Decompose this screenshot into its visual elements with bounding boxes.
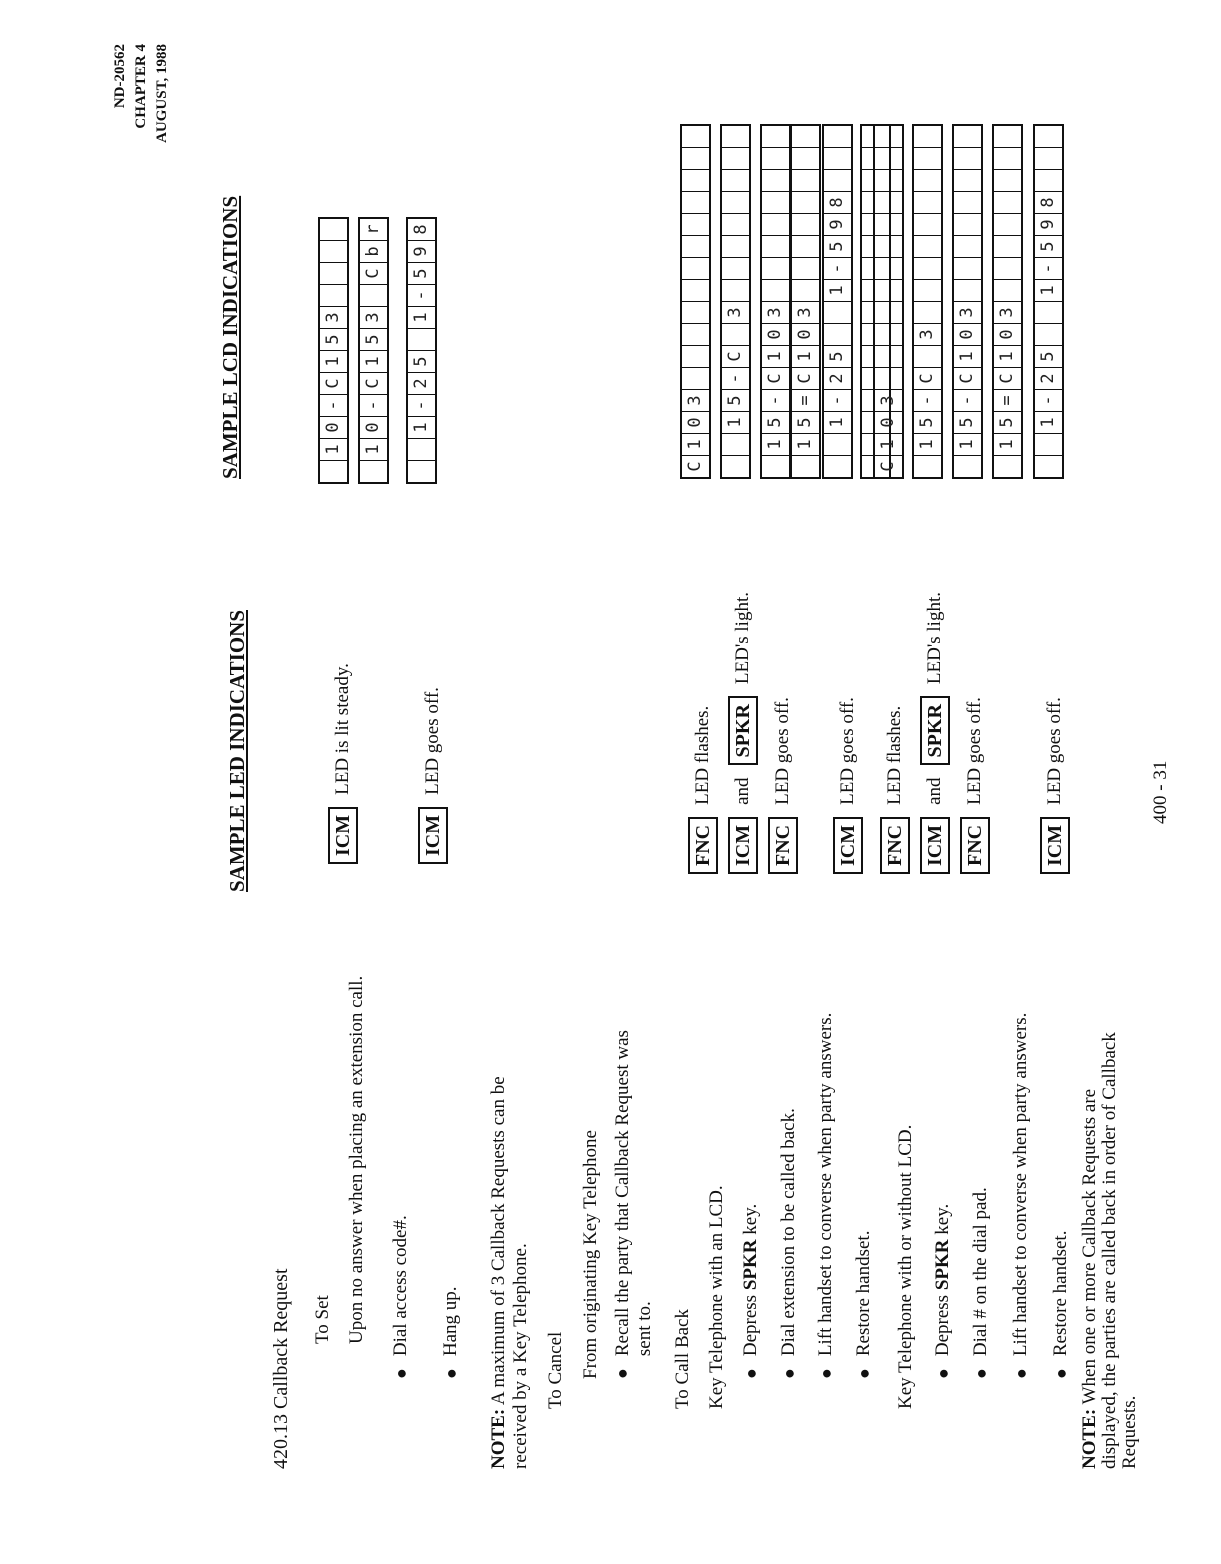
lcd-cell bbox=[762, 257, 789, 279]
lcd-cell: 0 bbox=[682, 411, 709, 433]
lcd-cell: 8 bbox=[1035, 191, 1062, 213]
lcd-cell bbox=[954, 279, 981, 301]
cancel-from: From originating Key Telephone bbox=[580, 1130, 601, 1379]
lcd-display-cb-11 bbox=[1033, 124, 1064, 479]
led-cb-7: FNC LED goes off. bbox=[960, 697, 990, 874]
lcd-cell bbox=[994, 455, 1021, 477]
lcd-cell: C bbox=[954, 367, 981, 389]
lcd-display-cb-9 bbox=[952, 124, 983, 479]
lcd-cell: - bbox=[954, 389, 981, 411]
cb2-step-lift: ● Lift handset to converse when party answers. bbox=[1010, 1012, 1031, 1379]
fnc-key: FNC bbox=[960, 817, 990, 874]
note-capacity: NOTE: A maximum of 3 Callback Requests can be received by a Key Telephone. bbox=[488, 1076, 531, 1469]
lcd-heading: SAMPLE LCD INDICATIONS bbox=[218, 195, 242, 479]
date-label: AUGUST, 1988 bbox=[154, 44, 170, 143]
lcd-cell bbox=[994, 126, 1021, 147]
lcd-cell: 1 bbox=[914, 433, 941, 455]
lcd-cell: - bbox=[408, 394, 435, 416]
lcd-cell: C bbox=[994, 367, 1021, 389]
lcd-cell: 2 bbox=[824, 367, 851, 389]
lcd-cell: - bbox=[762, 389, 789, 411]
lcd-display-cb-4 bbox=[790, 124, 821, 479]
lcd-cell bbox=[792, 169, 819, 191]
page-number: 400 - 31 bbox=[1150, 760, 1171, 824]
led-cb-3: FNC LED goes off. bbox=[768, 697, 798, 874]
lcd-cell bbox=[1035, 147, 1062, 169]
icm-key: ICM bbox=[728, 817, 758, 874]
lcd-cell: 1 bbox=[792, 345, 819, 367]
fnc-key: FNC bbox=[768, 817, 798, 874]
lcd-cell: 1 bbox=[824, 411, 851, 433]
lcd-cell bbox=[994, 169, 1021, 191]
cb-step-lift: ● Lift handset to converse when party answers. bbox=[815, 1012, 836, 1379]
lcd-cell: 1 bbox=[408, 416, 435, 438]
bullet-icon: ● bbox=[815, 1368, 836, 1379]
lcd-cell bbox=[360, 460, 387, 482]
lcd-cell bbox=[792, 279, 819, 301]
lcd-cell: 3 bbox=[722, 301, 749, 323]
bullet-icon: ● bbox=[1050, 1368, 1071, 1379]
lcd-cell bbox=[762, 147, 789, 169]
lcd-cell bbox=[682, 257, 709, 279]
icm-key: ICM bbox=[418, 807, 448, 864]
lcd-cell: 1 bbox=[408, 306, 435, 328]
lcd-cell: 3 bbox=[682, 389, 709, 411]
lcd-cell: - bbox=[408, 284, 435, 306]
lcd-cell: 5 bbox=[722, 389, 749, 411]
lcd-cell bbox=[792, 191, 819, 213]
lcd-cell: 3 bbox=[875, 389, 902, 411]
lcd-cell bbox=[792, 147, 819, 169]
lcd-cell bbox=[994, 213, 1021, 235]
lcd-cell: 1 bbox=[1035, 279, 1062, 301]
lcd-cell bbox=[875, 169, 902, 191]
lcd-cell: 1 bbox=[824, 279, 851, 301]
lcd-cell bbox=[875, 257, 902, 279]
bullet-icon: ● bbox=[932, 1368, 953, 1379]
section-title: 420.13 Callback Request bbox=[270, 1268, 292, 1469]
lcd-cell bbox=[875, 147, 902, 169]
lcd-cell: 1 bbox=[954, 345, 981, 367]
spkr-key: SPKR bbox=[728, 696, 758, 765]
lcd-cell: 1 bbox=[320, 350, 347, 372]
lcd-cell bbox=[914, 147, 941, 169]
lcd-cell bbox=[954, 191, 981, 213]
lcd-cell: 3 bbox=[360, 306, 387, 328]
led-cb-5: FNC LED flashes. bbox=[880, 706, 910, 874]
lcd-cell: 1 bbox=[792, 433, 819, 455]
icm-key: ICM bbox=[920, 817, 950, 874]
lcd-cell: 5 bbox=[824, 345, 851, 367]
lcd-cell: - bbox=[360, 394, 387, 416]
lcd-cell bbox=[954, 257, 981, 279]
lcd-cell bbox=[722, 257, 749, 279]
lcd-cell: - bbox=[1035, 389, 1062, 411]
lcd-cell bbox=[954, 147, 981, 169]
lcd-cell bbox=[824, 169, 851, 191]
lcd-cell: C bbox=[360, 262, 387, 284]
lcd-cell bbox=[792, 213, 819, 235]
led-cb-8: ICM LED goes off. bbox=[1040, 697, 1070, 874]
lcd-cell: 9 bbox=[408, 240, 435, 262]
lcd-cell bbox=[914, 279, 941, 301]
lcd-cell: 1 bbox=[360, 438, 387, 460]
lcd-cell: 0 bbox=[762, 323, 789, 345]
lcd-cell bbox=[914, 126, 941, 147]
lcd-cell bbox=[408, 460, 435, 482]
lcd-cell bbox=[1035, 455, 1062, 477]
lcd-cell: 1 bbox=[722, 411, 749, 433]
lcd-cell bbox=[824, 433, 851, 455]
lcd-cell: = bbox=[994, 389, 1021, 411]
lcd-cell bbox=[1035, 126, 1062, 147]
lcd-cell bbox=[792, 257, 819, 279]
lcd-cell bbox=[914, 191, 941, 213]
lcd-cell bbox=[722, 147, 749, 169]
spkr-key: SPKR bbox=[920, 696, 950, 765]
lcd-cell: 1 bbox=[1035, 411, 1062, 433]
lcd-cell: 0 bbox=[792, 323, 819, 345]
lcd-cell bbox=[408, 438, 435, 460]
step-hang-up: ● Hang up. bbox=[440, 1286, 461, 1379]
lcd-cell: - bbox=[914, 389, 941, 411]
lcd-cell bbox=[875, 345, 902, 367]
lcd-cell bbox=[762, 279, 789, 301]
lcd-cell bbox=[320, 460, 347, 482]
lcd-cell: 3 bbox=[762, 301, 789, 323]
to-set-heading: To Set bbox=[312, 1295, 333, 1344]
lcd-cell: = bbox=[792, 389, 819, 411]
bullet-icon: ● bbox=[390, 1368, 411, 1379]
doc-number: ND-20562 bbox=[112, 44, 128, 109]
cb2-step-dial-hash: ● Dial # on the dial pad. bbox=[970, 1187, 991, 1379]
lcd-cell bbox=[722, 213, 749, 235]
lcd-display-cb-8 bbox=[912, 124, 943, 479]
lcd-cell bbox=[762, 235, 789, 257]
to-set-condition: Upon no answer when placing an extension call. bbox=[346, 975, 367, 1344]
lcd-cell: 1 bbox=[875, 433, 902, 455]
lcd-cell bbox=[1035, 169, 1062, 191]
led-cb-6: ICM and SPKR LED's light. bbox=[920, 592, 950, 874]
lcd-cell: 3 bbox=[954, 301, 981, 323]
lcd-cell: C bbox=[320, 372, 347, 394]
lcd-display-set-1 bbox=[318, 217, 349, 484]
lcd-cell bbox=[792, 235, 819, 257]
lcd-cell: 1 bbox=[762, 433, 789, 455]
step-recall: ● Recall the party that Callback Request was sent to. bbox=[612, 1030, 655, 1379]
lcd-cell: C bbox=[914, 367, 941, 389]
led-cb-1: FNC LED flashes. bbox=[688, 706, 718, 874]
lcd-cell: 5 bbox=[914, 411, 941, 433]
lcd-cell bbox=[914, 301, 941, 323]
cb-step-dial-ext: ● Dial extension to be called back. bbox=[778, 1108, 799, 1379]
lcd-cell: 5 bbox=[1035, 345, 1062, 367]
group2-title: Key Telephone with or without LCD. bbox=[895, 1124, 916, 1409]
bullet-icon: ● bbox=[612, 1368, 632, 1379]
lcd-cell: 8 bbox=[824, 191, 851, 213]
lcd-cell: 3 bbox=[914, 323, 941, 345]
lcd-cell bbox=[954, 213, 981, 235]
bullet-icon: ● bbox=[853, 1368, 874, 1379]
lcd-cell: 8 bbox=[411, 224, 431, 235]
led-cb-2: ICM and SPKR LED's light. bbox=[728, 592, 758, 874]
bullet-icon: ● bbox=[1010, 1368, 1031, 1379]
step-dial-access: ● Dial access code#. bbox=[390, 1215, 411, 1379]
lcd-cell bbox=[875, 301, 902, 323]
lcd-cell bbox=[722, 455, 749, 477]
lcd-cell bbox=[824, 126, 851, 147]
lcd-cell bbox=[954, 455, 981, 477]
lcd-cell bbox=[682, 301, 709, 323]
lcd-cell bbox=[875, 367, 902, 389]
lcd-cell bbox=[994, 257, 1021, 279]
lcd-cell: 1 bbox=[682, 433, 709, 455]
lcd-cell bbox=[875, 235, 902, 257]
lcd-cell bbox=[914, 257, 941, 279]
lcd-cell bbox=[994, 147, 1021, 169]
lcd-cell: 1 bbox=[762, 345, 789, 367]
lcd-cell: 5 bbox=[824, 235, 851, 257]
lcd-cell: 5 bbox=[994, 411, 1021, 433]
lcd-cell bbox=[722, 235, 749, 257]
lcd-cell bbox=[682, 345, 709, 367]
lcd-cell bbox=[320, 240, 347, 262]
lcd-cell bbox=[994, 279, 1021, 301]
lcd-cell: 0 bbox=[875, 411, 902, 433]
lcd-cell bbox=[914, 235, 941, 257]
fnc-key: FNC bbox=[880, 817, 910, 874]
lcd-cell bbox=[682, 169, 709, 191]
lcd-cell bbox=[914, 213, 941, 235]
lcd-cell bbox=[762, 126, 789, 147]
lcd-cell bbox=[875, 126, 902, 147]
lcd-display-set-2 bbox=[358, 217, 389, 484]
icm-key: ICM bbox=[833, 817, 863, 874]
lcd-cell: 9 bbox=[824, 213, 851, 235]
lcd-cell bbox=[682, 323, 709, 345]
lcd-cell: C bbox=[682, 455, 709, 477]
lcd-display-cb-7 bbox=[873, 124, 904, 479]
lcd-cell bbox=[320, 262, 347, 284]
lcd-cell bbox=[1035, 323, 1062, 345]
lcd-cell: C bbox=[792, 367, 819, 389]
document-header bbox=[110, 44, 173, 244]
lcd-cell bbox=[762, 455, 789, 477]
lcd-cell bbox=[722, 433, 749, 455]
lcd-display-cb-1 bbox=[680, 124, 711, 479]
bullet-icon: ● bbox=[740, 1368, 761, 1379]
lcd-cell bbox=[914, 169, 941, 191]
lcd-cell bbox=[792, 455, 819, 477]
lcd-cell: 1 bbox=[954, 433, 981, 455]
lcd-cell bbox=[1035, 301, 1062, 323]
lcd-cell bbox=[408, 328, 435, 350]
lcd-cell: 1 bbox=[360, 350, 387, 372]
lcd-cell bbox=[682, 235, 709, 257]
lcd-cell: 3 bbox=[994, 301, 1021, 323]
lcd-cell bbox=[320, 219, 347, 240]
lcd-display-cb-5 bbox=[822, 124, 853, 479]
lcd-cell: 5 bbox=[360, 328, 387, 350]
lcd-cell bbox=[875, 213, 902, 235]
lcd-cell: - bbox=[722, 367, 749, 389]
lcd-cell: 5 bbox=[954, 411, 981, 433]
lcd-cell: 0 bbox=[954, 323, 981, 345]
lcd-cell bbox=[682, 126, 709, 147]
icm-key: ICM bbox=[1040, 817, 1070, 874]
lcd-cell bbox=[824, 323, 851, 345]
lcd-cell: C bbox=[875, 455, 902, 477]
lcd-cell bbox=[722, 323, 749, 345]
lcd-cell: 5 bbox=[320, 328, 347, 350]
lcd-cell bbox=[875, 323, 902, 345]
lcd-cell: 5 bbox=[792, 411, 819, 433]
lcd-cell: 0 bbox=[360, 416, 387, 438]
lcd-cell bbox=[875, 191, 902, 213]
lcd-cell bbox=[722, 191, 749, 213]
lcd-cell: - bbox=[824, 389, 851, 411]
lcd-cell bbox=[824, 147, 851, 169]
lcd-cell: 5 bbox=[408, 262, 435, 284]
lcd-cell: r bbox=[363, 224, 383, 235]
lcd-cell: 5 bbox=[762, 411, 789, 433]
lcd-cell: 5 bbox=[1035, 235, 1062, 257]
lcd-cell bbox=[762, 191, 789, 213]
lcd-cell bbox=[824, 455, 851, 477]
cb-step-restore: ● Restore handset. bbox=[853, 1230, 874, 1379]
note-callback-order: NOTE: When one or more Callback Requests are displayed, the parties are called back in order of Callback Requests. bbox=[1079, 1032, 1140, 1469]
lcd-cell bbox=[682, 279, 709, 301]
lcd-cell bbox=[875, 279, 902, 301]
lcd-cell: 1 bbox=[994, 433, 1021, 455]
cb2-step-depress: ● Depress SPKR key. bbox=[932, 1203, 953, 1379]
lcd-cell: 9 bbox=[1035, 213, 1062, 235]
lcd-cell: 2 bbox=[1035, 367, 1062, 389]
led-set-2: ICM LED goes off. bbox=[418, 687, 448, 864]
lcd-cell bbox=[360, 284, 387, 306]
lcd-cell bbox=[954, 126, 981, 147]
cb-step-depress: ● Depress SPKR key. bbox=[740, 1203, 761, 1379]
lcd-cell bbox=[914, 455, 941, 477]
led-cb-4: ICM LED goes off. bbox=[833, 697, 863, 874]
lcd-cell bbox=[914, 345, 941, 367]
lcd-cell bbox=[682, 147, 709, 169]
bullet-icon: ● bbox=[970, 1368, 991, 1379]
to-call-back-heading: To Call Back bbox=[672, 1309, 693, 1409]
led-set-1: ICM LED is lit steady. bbox=[328, 663, 358, 864]
lcd-cell bbox=[682, 367, 709, 389]
lcd-cell bbox=[792, 126, 819, 147]
lcd-cell: 0 bbox=[994, 323, 1021, 345]
lcd-display-set-3 bbox=[406, 217, 437, 484]
lcd-cell bbox=[954, 169, 981, 191]
lcd-cell bbox=[824, 301, 851, 323]
lcd-cell bbox=[762, 213, 789, 235]
lcd-cell: C bbox=[722, 345, 749, 367]
lcd-cell bbox=[994, 191, 1021, 213]
bullet-icon: ● bbox=[778, 1368, 799, 1379]
lcd-cell bbox=[722, 126, 749, 147]
lcd-display-cb-10 bbox=[992, 124, 1023, 479]
lcd-cell bbox=[954, 235, 981, 257]
lcd-cell: C bbox=[360, 372, 387, 394]
lcd-cell: C bbox=[762, 367, 789, 389]
fnc-key: FNC bbox=[688, 817, 718, 874]
cb2-step-restore: ● Restore handset. bbox=[1050, 1230, 1071, 1379]
icm-key: ICM bbox=[328, 807, 358, 864]
lcd-display-cb-2 bbox=[720, 124, 751, 479]
led-heading: SAMPLE LED INDICATIONS bbox=[225, 610, 249, 892]
bullet-icon: ● bbox=[440, 1368, 461, 1379]
lcd-display-cb-3 bbox=[760, 124, 791, 479]
lcd-cell: 5 bbox=[408, 350, 435, 372]
lcd-cell: 3 bbox=[320, 306, 347, 328]
lcd-cell bbox=[994, 235, 1021, 257]
lcd-cell: 1 bbox=[320, 438, 347, 460]
lcd-cell: 3 bbox=[792, 301, 819, 323]
lcd-cell: 1 bbox=[994, 345, 1021, 367]
lcd-cell bbox=[722, 279, 749, 301]
lcd-cell: - bbox=[824, 257, 851, 279]
to-cancel-heading: To Cancel bbox=[545, 1331, 566, 1409]
lcd-cell bbox=[722, 169, 749, 191]
lcd-cell: 2 bbox=[408, 372, 435, 394]
lcd-cell: - bbox=[1035, 257, 1062, 279]
chapter-label: CHAPTER 4 bbox=[133, 44, 149, 129]
group1-title: Key Telephone with an LCD. bbox=[706, 1185, 727, 1409]
lcd-cell bbox=[682, 213, 709, 235]
lcd-cell: - bbox=[320, 394, 347, 416]
lcd-cell: 0 bbox=[320, 416, 347, 438]
lcd-cell bbox=[1035, 433, 1062, 455]
lcd-cell: b bbox=[360, 240, 387, 262]
lcd-cell bbox=[762, 169, 789, 191]
lcd-cell bbox=[682, 191, 709, 213]
lcd-cell bbox=[320, 284, 347, 306]
